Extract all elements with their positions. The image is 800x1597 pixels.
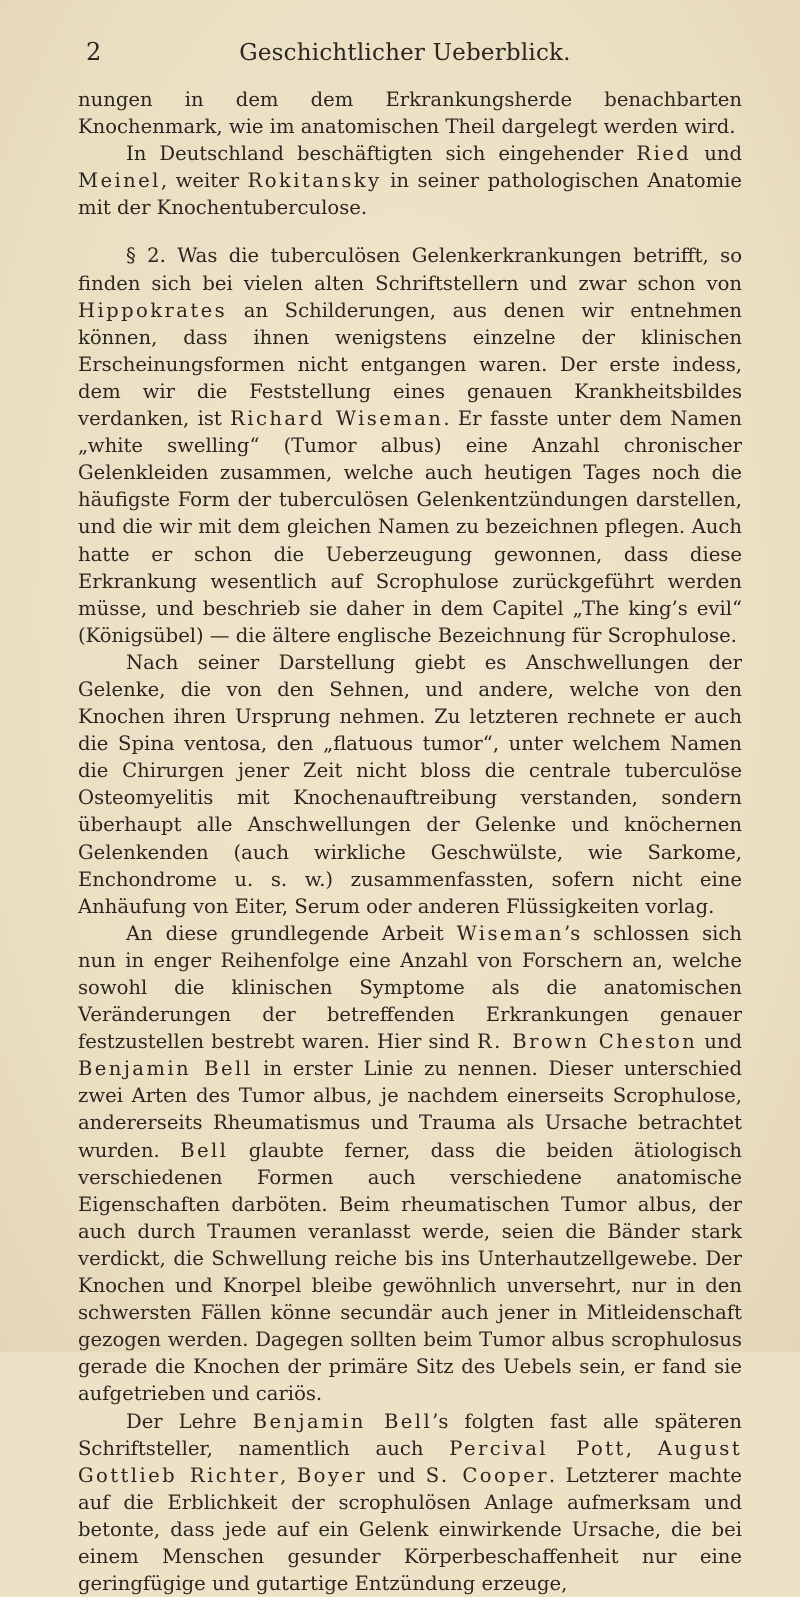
text-run: Nach seiner Darstellung giebt es Anschwellungen der Gelenke, die von den Sehnen, und andere, welche von den Knochen ihren Ursprung nehmen. Zu letzteren rechnete er auch die Spina ventosa, den „flatuous tumor“, unter welchem Namen die Chirurgen jener Zeit nicht bloss die centrale tuberculöse Osteomyelitis mit Knochenauftreibung verstanden, sondern überhaupt alle Anschwellungen der Gelenke und knöchernen Gelenkenden (auch wirkliche Geschwülste, wie Sarkome, Enchondrome u. s. w.) zusammenfassten, sofern nicht eine Anhäufung von Eiter, Serum oder anderen Flüssigkeiten vorlag. (78, 651, 742, 918)
spaced-name: Ried (636, 142, 691, 165)
text-run: und (367, 1464, 426, 1487)
text-run: . Er fasste unter dem Namen „white swelling“ (Tumor albus) eine Anzahl chronischer Gelenkleiden zusammen, welche auch heutigen Tages noch die häufigste Form der tuberculösen Gelenkentzündungen darstellen, und die wir mit dem gleichen Namen zu bezeichnen pflegen. Auch hatte er schon die Ueberzeugung gewonnen, dass diese Erkrankung wesentlich auf Scrophulose zurückgeführt werden müsse, und beschrieb sie daher in dem Capitel „The king’s evil“ (Königsübel) — die ältere englische Bezeichnung für Scrophulose. (78, 407, 742, 647)
spaced-name: August Gottlieb Richter (78, 1437, 742, 1487)
text-run: , (280, 1464, 297, 1487)
paragraph (78, 1408, 742, 1597)
spaced-name: Percival Pott (449, 1437, 625, 1460)
text-run: , (626, 1437, 658, 1460)
text-run: und (697, 1030, 742, 1053)
text-run: Der Lehre (126, 1410, 253, 1433)
spaced-name: Meinel (78, 169, 161, 192)
text-run: an Schilderungen, aus denen wir entnehmen können, dass ihnen wenigstens einzelne der klinischen Erscheinungsformen nicht entgangen waren. Der erste indess, dem wir die Feststellung eines genauen Krankheitsbildes verdanken, ist (78, 299, 742, 430)
text-run: ’s schlossen sich nun in enger Reihenfolge eine Anzahl von Forschern an, welche sowohl die klinischen Symptome als die anatomischen Veränderungen der betreffenden Erkrankungen genauer festzustellen bestrebt waren. Hier sind (78, 922, 742, 1053)
paragraph (78, 920, 742, 1408)
text-run: An diese grundlegende Arbeit (126, 922, 457, 945)
spaced-name: Wiseman (457, 922, 564, 945)
paragraph (78, 649, 742, 920)
spaced-name: Richard Wiseman (230, 407, 443, 430)
body-text (78, 86, 742, 1597)
text-run: . Letzterer machte auf die Erblichkeit der scrophulösen Anlage aufmerksam und betonte, dass jede auf ein Gelenk einwirkende Ursache, die bei einem Menschen gesunder Körperbeschaffenheit nur eine geringfügige und gutartige Entzündung erzeuge, (78, 1464, 742, 1595)
text-run: in erster Linie zu nennen. Dieser unterschied zwei Arten des Tumor albus, je nachdem einerseits Scrophulose, andererseits Rheumatismus und Trauma als Ursache betrachtet wurden. (78, 1057, 742, 1161)
text-run: glaubte ferner, dass die beiden ätiologisch verschiedenen Formen auch verschiedene anatomische Eigenschaften darböten. Beim rheumatischen Tumor albus, der auch durch Traumen veranlasst werde, seien die Bänder stark verdickt, die Schwellung reiche bis ins Unterhautzellgewebe. Der Knochen und Knorpel bleibe gewöhnlich unversehrt, nur in den schwersten Fällen könne secundär auch jener in Mitleidenschaft gezogen werden. Dagegen sollten beim Tumor albus scrophulosus gerade die Knochen der primäre Sitz des Uebels sein, er fand sie aufgetrieben und cariös. (78, 1139, 742, 1406)
page-number: 2 (86, 38, 101, 66)
text-run: und (691, 142, 742, 165)
text-run: In Deutschland beschäftigten sich eingehender (126, 142, 636, 165)
running-head: Geschichtlicher Ueberblick. (78, 40, 732, 66)
text-run: in seiner pathologischen Anatomie mit der Knochentuberculose. (78, 169, 742, 219)
spaced-name: Rokitansky (248, 169, 382, 192)
spaced-name: Hippokrates (78, 299, 227, 322)
paragraph (78, 86, 742, 140)
text-run: nungen in dem dem Erkrankungsherde benachbarten Knochenmark, wie im anatomischen Theil dargelegt werden wird. (78, 88, 742, 138)
section-paragraph (78, 242, 742, 648)
spaced-name: S. Cooper (426, 1464, 549, 1487)
spaced-name: R. Brown Cheston (477, 1030, 697, 1053)
spaced-name: Boyer (297, 1464, 367, 1487)
spaced-name: Bell (180, 1139, 228, 1162)
text-run: ’s folgten fast alle späteren Schriftsteller, namentlich auch (78, 1410, 742, 1460)
spaced-name: Benjamin Bell (78, 1057, 252, 1080)
paragraph (78, 140, 742, 221)
text-run: , weiter (161, 169, 248, 192)
page-header (78, 38, 732, 78)
text-run: § 2. Was die tuberculösen Gelenkerkrankungen betrifft, so finden sich bei vielen alten Schriftstellern und zwar schon von (78, 244, 742, 294)
spaced-name: Benjamin Bell (253, 1410, 432, 1433)
